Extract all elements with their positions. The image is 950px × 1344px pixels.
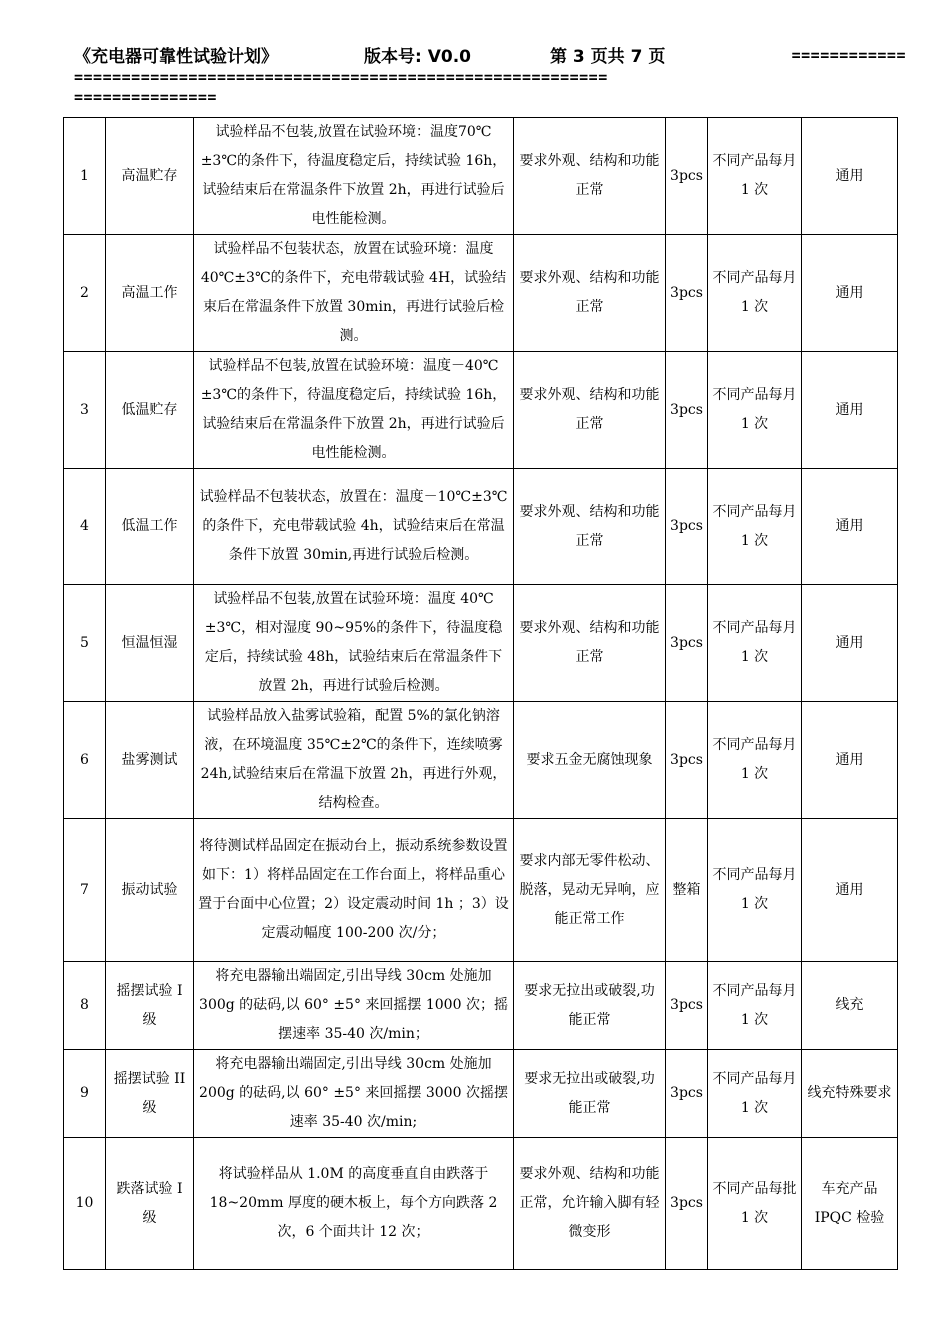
sample-quantity: 3pcs — [666, 1050, 708, 1138]
reliability-test-table — [63, 117, 898, 1270]
test-item: 低温工作 — [106, 469, 194, 585]
table-row — [64, 118, 898, 235]
test-item: 恒温恒湿 — [106, 585, 194, 702]
row-number: 3 — [64, 352, 106, 469]
applicable-scope: 通用 — [802, 118, 898, 235]
sample-quantity: 整箱 — [666, 819, 708, 962]
test-method: 试验样品不包装,放置在试验环境：温度 40℃±3℃，相对湿度 90~95%的条件下，待温度稳定后，持续试验 48h，试验结束后在常温条件下放置 2h，再进行试验后检测。 — [194, 585, 514, 702]
test-frequency: 不同产品每月 1 次 — [708, 962, 802, 1050]
test-method: 试验样品不包装,放置在试验环境：温度－40℃±3℃的条件下，待温度稳定后，持续试验 16h，试验结束后在常温条件下放置 2h，再进行试验后电性能检测。 — [194, 352, 514, 469]
test-requirement: 要求外观、结构和功能正常 — [514, 585, 666, 702]
sample-quantity: 3pcs — [666, 118, 708, 235]
test-frequency: 不同产品每月 1 次 — [708, 702, 802, 819]
test-item: 振动试验 — [106, 819, 194, 962]
row-number: 5 — [64, 585, 106, 702]
sample-quantity: 3pcs — [666, 235, 708, 352]
version-number: 版本号: V0.0 — [364, 47, 471, 67]
test-item: 低温贮存 — [106, 352, 194, 469]
test-requirement: 要求无拉出或破裂,功能正常 — [514, 1050, 666, 1138]
page-indicator: 第 3 页共 7 页 — [550, 47, 666, 67]
row-number: 2 — [64, 235, 106, 352]
test-requirement: 要求无拉出或破裂,功能正常 — [514, 962, 666, 1050]
test-method: 将试验样品从 1.0M 的高度垂直自由跌落于 18~20mm 厚度的硬木板上，每个方向跌落 2 次，6 个面共计 12 次； — [194, 1138, 514, 1270]
table-row — [64, 962, 898, 1050]
applicable-scope: 通用 — [802, 352, 898, 469]
row-number: 7 — [64, 819, 106, 962]
applicable-scope: 通用 — [802, 585, 898, 702]
test-method: 试验样品不包装,放置在试验环境：温度70℃±3℃的条件下，待温度稳定后，持续试验 16h，试验结束后在常温条件下放置 2h，再进行试验后电性能检测。 — [194, 118, 514, 235]
test-frequency: 不同产品每月 1 次 — [708, 819, 802, 962]
applicable-scope: 通用 — [802, 702, 898, 819]
table-row — [64, 585, 898, 702]
applicable-scope: 通用 — [802, 819, 898, 962]
test-frequency: 不同产品每月 1 次 — [708, 235, 802, 352]
applicable-scope: 线充 — [802, 962, 898, 1050]
test-method: 将充电器输出端固定,引出导线 30cm 处施加 200g 的砝码,以 60° ±5° 来回摇摆 3000 次摇摆速率 35-40 次/min; — [194, 1050, 514, 1138]
row-number: 4 — [64, 469, 106, 585]
table-row — [64, 1050, 898, 1138]
header-rule-3: =============== — [74, 88, 217, 106]
sample-quantity: 3pcs — [666, 1138, 708, 1270]
test-frequency: 不同产品每月 1 次 — [708, 352, 802, 469]
test-method: 试验样品不包装状态，放置在：温度－10℃±3℃的条件下，充电带载试验 4h，试验结束后在常温条件下放置 30min,再进行试验后检测。 — [194, 469, 514, 585]
test-requirement: 要求外观、结构和功能正常 — [514, 352, 666, 469]
test-requirement: 要求外观、结构和功能正常 — [514, 469, 666, 585]
test-item: 摇摆试验 II 级 — [106, 1050, 194, 1138]
header-rule-2: ======================================================== — [74, 68, 608, 86]
sample-quantity: 3pcs — [666, 469, 708, 585]
header-rule-1: ============ — [791, 46, 906, 64]
applicable-scope: 通用 — [802, 235, 898, 352]
row-number: 10 — [64, 1138, 106, 1270]
test-frequency: 不同产品每月 1 次 — [708, 118, 802, 235]
table-row — [64, 352, 898, 469]
document-title: 《充电器可靠性试验计划》 — [74, 47, 278, 67]
test-frequency: 不同产品每批 1 次 — [708, 1138, 802, 1270]
sample-quantity: 3pcs — [666, 962, 708, 1050]
test-requirement: 要求外观、结构和功能正常 — [514, 235, 666, 352]
test-item: 摇摆试验 I 级 — [106, 962, 194, 1050]
test-frequency: 不同产品每月 1 次 — [708, 1050, 802, 1138]
applicable-scope: 线充特殊要求 — [802, 1050, 898, 1138]
test-requirement: 要求内部无零件松动、脱落，晃动无异响，应能正常工作 — [514, 819, 666, 962]
test-item: 跌落试验 I 级 — [106, 1138, 194, 1270]
sample-quantity: 3pcs — [666, 585, 708, 702]
test-item: 高温工作 — [106, 235, 194, 352]
table-row — [64, 819, 898, 962]
test-frequency: 不同产品每月 1 次 — [708, 585, 802, 702]
table-row — [64, 1138, 898, 1270]
row-number: 9 — [64, 1050, 106, 1138]
test-method: 将待测试样品固定在振动台上，振动系统参数设置如下：1）将样品固定在工作台面上，将样品重心置于台面中心位置；2）设定震动时间 1h ；3）设定震动幅度 100-200 次/分； — [194, 819, 514, 962]
test-method: 将充电器输出端固定,引出导线 30cm 处施加 300g 的砝码,以 60° ±5° 来回摇摆 1000 次；摇摆速率 35-40 次/min； — [194, 962, 514, 1050]
applicable-scope: 车充产品 IPQC 检验 — [802, 1138, 898, 1270]
table-row — [64, 702, 898, 819]
row-number: 8 — [64, 962, 106, 1050]
test-item: 高温贮存 — [106, 118, 194, 235]
sample-quantity: 3pcs — [666, 702, 708, 819]
test-frequency: 不同产品每月 1 次 — [708, 469, 802, 585]
sample-quantity: 3pcs — [666, 352, 708, 469]
test-method: 试验样品放入盐雾试验箱，配置 5%的氯化钠溶液，在环境温度 35℃±2℃的条件下，连续喷雾 24h,试验结束后在常温下放置 2h，再进行外观，结构检查。 — [194, 702, 514, 819]
table-row — [64, 469, 898, 585]
row-number: 1 — [64, 118, 106, 235]
test-requirement: 要求五金无腐蚀现象 — [514, 702, 666, 819]
header-line — [74, 40, 906, 68]
test-requirement: 要求外观、结构和功能正常，允许输入脚有轻微变形 — [514, 1138, 666, 1270]
row-number: 6 — [64, 702, 106, 819]
applicable-scope: 通用 — [802, 469, 898, 585]
page-header — [74, 40, 906, 110]
table-row — [64, 235, 898, 352]
test-requirement: 要求外观、结构和功能正常 — [514, 118, 666, 235]
test-method: 试验样品不包装状态，放置在试验环境：温度 40℃±3℃的条件下，充电带载试验 4H，试验结束后在常温条件下放置 30min，再进行试验后检测。 — [194, 235, 514, 352]
test-item: 盐雾测试 — [106, 702, 194, 819]
